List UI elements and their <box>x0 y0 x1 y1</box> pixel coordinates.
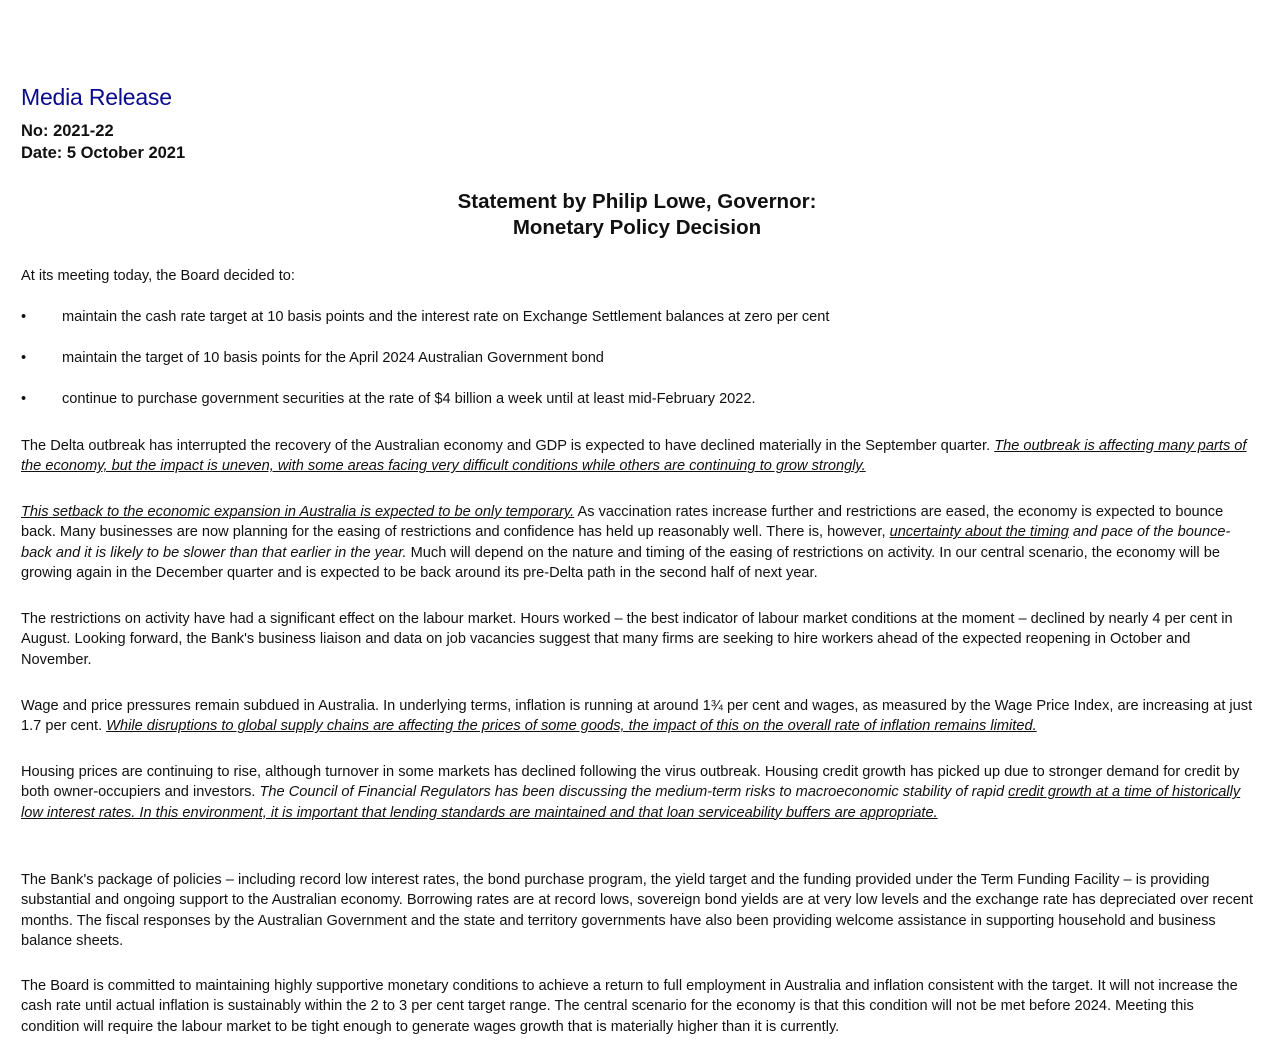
list-item-text: maintain the target of 10 basis points for the April 2024 Australian Government bond <box>62 350 604 366</box>
bullet-icon: • <box>21 309 27 325</box>
emphasized-text: credit growth at a time of historically low interest rates. In this environment, it is important that lending standards are maintained and that loan serviceability buffers are appropriate. <box>21 784 1241 821</box>
release-meta <box>21 120 185 164</box>
emphasized-text: While disruptions to global supply chains are affecting the prices of some goods, the impact of this on the overall rate of inflation remains limited. <box>106 718 1037 735</box>
paragraph-text: As vaccination rates increase further and restrictions are eased, the economy is expected to bounce back. Many businesses are now planning for the easing of restrictions and confidence has held up reasonably well. There is, however, <box>21 504 1224 541</box>
italic-text: The Council of Financial Regulators has been discussing the medium-term risks to macroeconomic stability of rapid <box>259 784 1009 801</box>
title-line-2: Monetary Policy Decision <box>512 216 762 239</box>
paragraph-setback <box>21 502 1255 583</box>
paragraph-text: Housing prices are continuing to rise, although turnover in some markets has declined following the virus outbreak. Housing credit growth has picked up due to stronger demand for credit by both owner-occupiers and investors. <box>21 764 1240 801</box>
paragraph-labour-market: The restrictions on activity have had a significant effect on the labour market. Hours worked – the best indicator of labour market conditions at the moment – declined by nearly 4 per cent in August. Looking forward, the Bank's business liaison and data on job vacancies suggest that many firms are seeking to hire workers ahead of the expected reopening in October and November. <box>21 611 1233 668</box>
page-title <box>21 189 1253 241</box>
list-item-text: continue to purchase government securities at the rate of $4 billion a week until at least mid-February 2022. <box>62 391 756 407</box>
paragraph-text: Much will depend on the nature and timing of the easing of restrictions on activity. In our central scenario, the economy will be growing again in the December quarter and is expected to be back around its pre-Delta path in the second half of next year. <box>21 544 1220 581</box>
release-date: Date: 5 October 2021 <box>21 144 186 162</box>
emphasized-text: This setback to the economic expansion in Australia is expected to be only temporary. <box>21 504 575 520</box>
list-item-text: maintain the cash rate target at 10 basis points and the interest rate on Exchange Settlement balances at zero per cent <box>62 309 830 325</box>
paragraph-text: Wage and price pressures remain subdued in Australia. In underlying terms, inflation is running at around 1¾ per cent and wages, as measured by the Wage Price Index, are increasing at just 1.7 per cent. <box>21 698 1253 735</box>
paragraph-policy-package: The Bank's package of policies – including record low interest rates, the bond purchase program, the yield target and the funding provided under the Term Funding Facility – is providing substantial and ongoing support to the Australian economy. Borrowing rates are at record lows, sovereign bond yields are at very low levels and the exchange rate has depreciated over recent months. The fiscal responses by the Australian Government and the state and territory governments have also been providing welcome assistance in supporting household and business balance sheets. <box>21 872 1253 949</box>
emphasized-text: uncertainty about the timing <box>889 524 1069 541</box>
italic-text: and pace of the bounce-back and it is likely to be slower than that earlier in the year. <box>21 524 1231 561</box>
paragraph-wages-prices <box>21 696 1255 737</box>
paragraph-housing <box>21 762 1255 823</box>
bullet-icon: • <box>21 350 27 366</box>
release-number: No: 2021-22 <box>21 122 114 140</box>
paragraph-delta-outbreak <box>21 436 1255 477</box>
bullet-icon: • <box>21 391 27 407</box>
intro-text: At its meeting today, the Board decided to: <box>21 268 295 284</box>
media-release-heading: Media Release <box>21 84 172 110</box>
paragraph-board-commitment: The Board is committed to maintaining highly supportive monetary conditions to achieve a return to full employment in Australia and inflation consistent with the target. It will not increase the cash rate until actual inflation is sustainably within the 2 to 3 per cent target range. The central scenario for the economy is that this condition will not be met before 2024. Meeting this condition will require the labour market to be tight enough to generate wages growth that is materially higher than it is currently. <box>21 978 1238 1035</box>
emphasized-text: The outbreak is affecting many parts of the economy, but the impact is uneven, with some areas facing very difficult conditions while others are continuing to grow strongly. <box>21 438 1247 475</box>
title-line-1: Statement by Philip Lowe, Governor: <box>457 190 817 213</box>
paragraph-text: The Delta outbreak has interrupted the recovery of the Australian economy and GDP is expected to have declined materially in the September quarter. <box>21 438 995 454</box>
